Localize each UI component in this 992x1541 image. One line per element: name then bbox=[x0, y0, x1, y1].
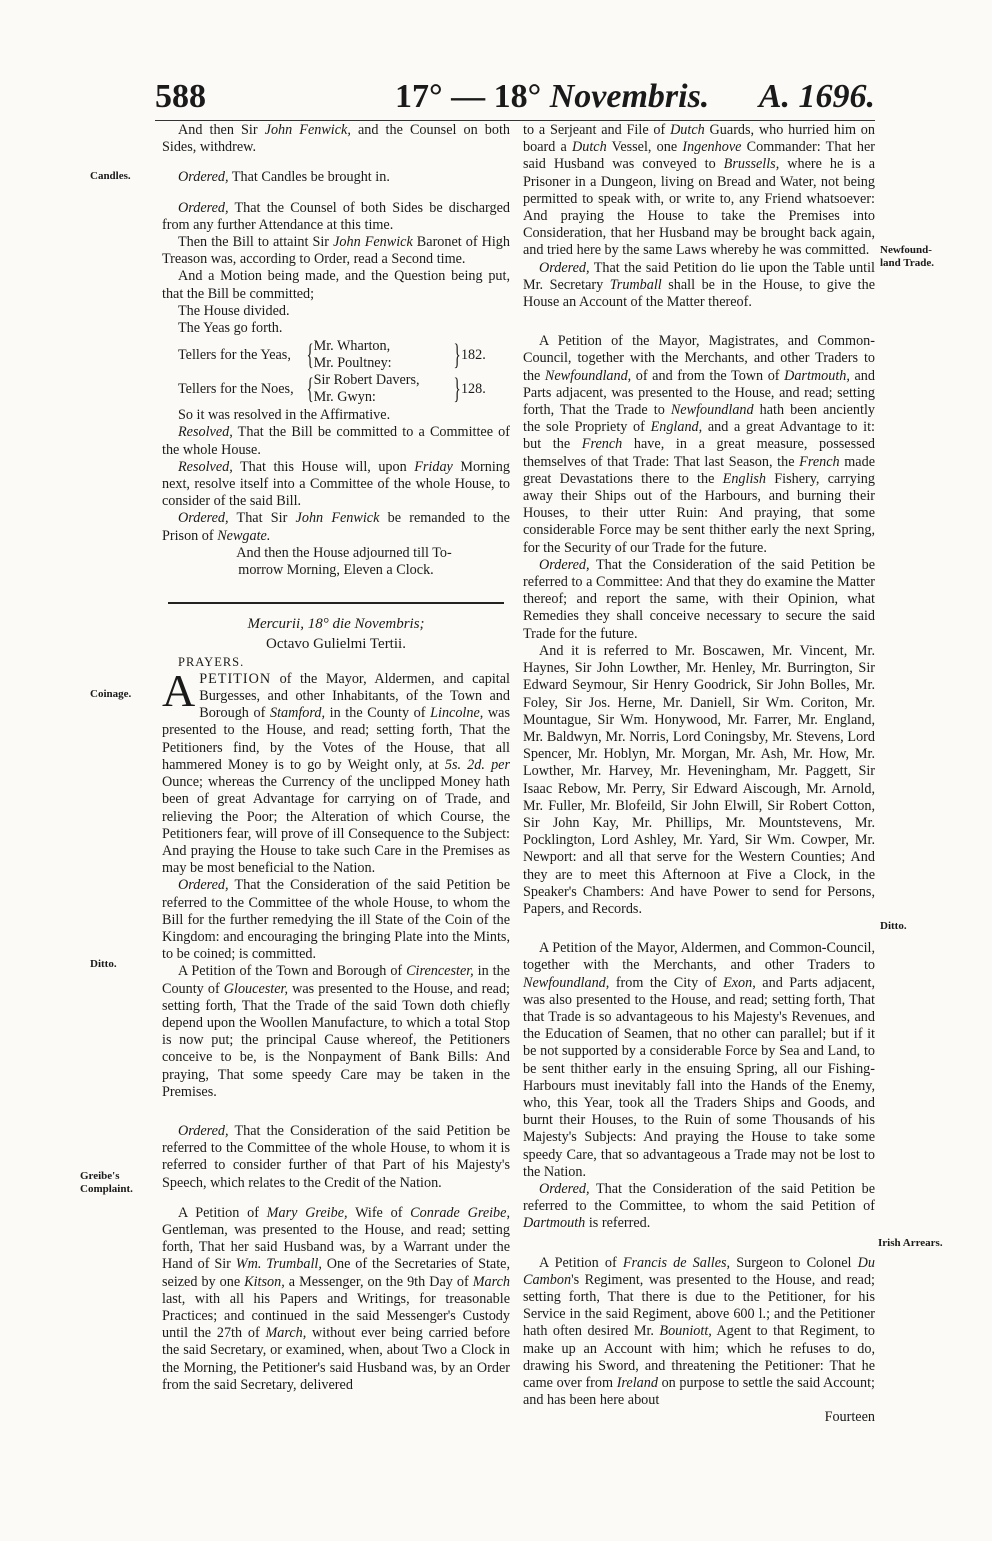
paragraph: The Yeas go forth. bbox=[178, 320, 283, 337]
paragraph: Resolved, That this House will, upon Friday Morning next, resolve itself into a Committee of the whole House, to consider of the said Bill. bbox=[162, 458, 510, 510]
tellers-noes-row: Tellers for the Noes, { Sir Robert Davers, Mr. Gwyn: } 128. bbox=[178, 372, 486, 406]
margin-note-ditto-left: Ditto. bbox=[90, 958, 117, 970]
paragraph: Ordered, That the said Petition do lie upon the Table until Mr. Secretary Trumball shall be in the House, to give the House an Account of the Matter thereof. bbox=[523, 259, 875, 311]
adjournment-note: And then the House adjourned till To-morrow Morning, Eleven a Clock. bbox=[236, 544, 452, 579]
section-divider bbox=[168, 602, 504, 604]
right-column bbox=[523, 122, 875, 1427]
paragraph: Ordered, That the Consideration of the said Petition be referred to a Committee: And that they do examine the Matter thereof; and report the same, with their Opinion, what Remedies they shall conceive necessary to secure the said Trade for the future. bbox=[523, 556, 875, 642]
tellers-yeas-row: Tellers for the Yeas, { Mr. Wharton, Mr. Poultney: } 182. bbox=[178, 338, 486, 372]
paragraph: And a Motion being made, and the Question being put, that the Bill be committed; bbox=[162, 268, 510, 302]
paragraph: Ordered, That the Consideration of the said Petition be referred to the Committee, to whom the said Petition of Dartmouth is referred. bbox=[523, 1180, 875, 1232]
prayers-heading: PRAYERS. bbox=[178, 654, 245, 669]
paragraph: Ordered, That the Counsel of both Sides be discharged from any further Attendance at this time. bbox=[162, 199, 510, 233]
paragraph: A Petition of the Town and Borough of Cirencester, in the County of Gloucester, was presented to the House, and read; setting forth, That the Trade of the said Town doth chiefly depend upon the Woollen Manufacture, to which a total Stop is now put; the principal Cause whereof, the Petitioners conceive to be, is the Nonpayment of Bank Bills: And praying, That some speedy Care may be taken in the Premises. bbox=[162, 963, 510, 1100]
margin-note-irish-arrears: Irish Arrears. bbox=[878, 1237, 943, 1249]
margin-note-greibe: Greibe's Complaint. bbox=[80, 1170, 133, 1195]
brace-icon: } bbox=[453, 372, 461, 406]
brace-icon: { bbox=[306, 372, 314, 406]
header-rule bbox=[155, 120, 875, 121]
drop-cap: A bbox=[162, 664, 196, 716]
catchword: Fourteen bbox=[824, 1409, 875, 1426]
paragraph: So it was resolved in the Affirmative. bbox=[178, 407, 391, 424]
margin-note-coinage: Coinage. bbox=[90, 688, 132, 700]
paragraph: A Petition of the Mayor, Aldermen, and Common-Council, together with the Merchants, and other Traders to Newfoundland, from the City of Exon, and Parts adjacent, was also presented to the House, and read; setting forth, That that Trade is so advantageous to his Majesty's Revenues, and the Education of Seamen, that no other can parallel; but if it be not supported by a considerable Force by Sea and Land, to be sent thither early in the ensuing Spring, all our Fishing-Harbours must inevitably fall into the Hands of the Enemy, who, this Year, took all the Traders Ships and Goods, and burnt their Houses, to the Ruin of some Thousands of his Majesty's Subjects: And praying the House to take some speedy Care, that so advantageous a Trade may not be lost to the Nation. bbox=[523, 940, 875, 1180]
paragraph: The House divided. bbox=[178, 302, 290, 319]
paragraph: Ordered, That the Consideration of the said Petition be referred to the Committee of the whole House, to whom the Bill for the further remedying the ill State of the Coin of the Kingdom: and encouraging the bringing Plate into the Mints, to be coined; is committed. bbox=[162, 877, 510, 963]
tellers-table bbox=[178, 338, 510, 406]
margin-note-newfoundland: Newfound- land Trade. bbox=[880, 244, 934, 269]
paragraph: to a Serjeant and File of Dutch Guards, who hurried him on board a Dutch Vessel, one Ingenhove Commander: That her said Husband was conveyed to Brussells, where he is a Prisoner in a Dungeon, living on Bread and Water, not being permitted to speak with, or write to, any Friend whatsoever: And praying the House to take the Premises into Consideration, that her Husband may be brought back again, and tried here by the same Laws whereby he was committed. bbox=[523, 122, 875, 259]
margin-note-ditto-right: Ditto. bbox=[880, 920, 907, 932]
paragraph: Ordered, That Sir John Fenwick be remanded to the Prison of Newgate. bbox=[162, 510, 510, 544]
brace-icon: } bbox=[453, 338, 461, 372]
paragraph: Then the Bill to attaint Sir John Fenwick Baronet of High Treason was, according to Order, read a Second time. bbox=[162, 234, 510, 268]
regnal-year: Octavo Gulielmi Tertii. bbox=[266, 636, 406, 653]
page-header bbox=[155, 78, 875, 124]
paragraph: A Petition of the Mayor, Magistrates, and Common-Council, together with the Merchants, and other Traders to the Newfoundland, of and from the Town of Dartmouth, and Parts adjacent, was presented to the House, and read; setting forth, That the Trade to Newfoundland hath been anciently the sole Propriety of England, and a great Advantage to it: but the French have, in a great measure, possessed themselves of that Trade: That last Season, the French made great Devastations there to the English Fishery, carrying away their Ships out of the Harbours, and burning their Houses, to their utter Ruin: And praying, that some considerable Force may be sent thither early the next Spring, for the Security of our Trade for the future. bbox=[523, 333, 875, 556]
margin-note-candles: Candles. bbox=[90, 170, 131, 182]
paragraph: A PETITION of the Mayor, Aldermen, and capital Burgesses, and other Inhabitants, of the Town and Borough of Stamford, in the County of Lincolne, was presented to the House, and read; setting forth, That the Petitioners find, by the Votes of the House, that all hammered Money is to go by Weight only, at 5s. 2d. per Ounce; whereas the Currency of the unclipped Money hath been of great Advantage for carrying on of Trade, and relieving the Poor; the Alteration of which Course, the Petitioners fear, will prove of ill Consequence to the Subject: And praying the House to take such Care in the Premises as may be most beneficial to the Nation. bbox=[162, 664, 510, 877]
page-number: 588 bbox=[155, 78, 206, 115]
day-heading: Mercurii, 18° die Novembris; bbox=[247, 616, 425, 633]
paragraph: And then Sir John Fenwick, and the Counsel on both Sides, withdrew. bbox=[162, 122, 511, 156]
paragraph: A Petition of Mary Greibe, Wife of Conrade Greibe, Gentleman, was presented to the House, and read; setting forth, That her said Husband was, by a Warrant under the Hand of Sir Wm. Trumball, One of the Secretaries of State, seized by one Kitson, a Messenger, on the 9th Day of March last, with all his Papers and Writings, for treasonable Practices; and continued in the said Messenger's Custody until the 27th of March, without ever being carried before the said Secretary, or examined, when, about Two a Clock in the Morning, the Petitioner's said Husband was, by an Order from the said Secretary, delivered bbox=[162, 1204, 510, 1393]
brace-icon: { bbox=[306, 338, 314, 372]
paragraph: Resolved, That the Bill be committed to a Committee of the whole House. bbox=[162, 424, 510, 458]
header-year: A. 1696. bbox=[758, 78, 875, 115]
committee-list: And it is referred to Mr. Boscawen, Mr. Vincent, Mr. Haynes, Sir John Lowther, Mr. Henley, Mr. Burrington, Sir Edward Seymour, Sir Henry Goodrick, Sir John Bolles, Mr. Foley, Sir Jos. Herne, Mr. Daniell, Sir Wm. Coriton, Mr. Mountague, Sir Wm. Honywood, Mr. Farrer, Mr. England, Mr. Baldwyn, Mr. Norris, Lord Coningsby, Mr. Stevens, Lord Spencer, Mr. Hoblyn, Mr. Morgan, Mr. Ash, Mr. How, Mr. Lowther, Mr. Harvey, Mr. Heveningham, Mr. Paggett, Sir Isaac Rebow, Mr. Perry, Sir Edward Aiscough, Mr. Arnold, Mr. Fuller, Mr. Blofeild, Sir John Elwill, Sir Robert Cotton, Sir John Kay, Mr. Phillips, Mr. Mountstevens, Mr. Pocklington, Lord Ashley, Mr. Yard, Sir Wm. Cowper, Mr. Newport: and all that serve for the Western Counties; And they are to meet this Afternoon at Five a Clock, in the Speaker's Chambers: And have Power to send for Persons, Papers, and Records. bbox=[523, 642, 875, 917]
paragraph: Ordered, That Candles be brought in. bbox=[178, 169, 390, 186]
paragraph: Ordered, That the Consideration of the said Petition be referred to the Committee of the whole House, to whom it is referred to consider further of that Part of his Majesty's Speech, which relates to the Credit of the Nation. bbox=[162, 1122, 510, 1191]
paragraph: A Petition of Francis de Salles, Surgeon to Colonel Du Cambon's Regiment, was presented to the House, and read; setting forth, That there is due to the Petitioner, for his Service in the said Regiment, above 600 l.; and the Petitioner hath often desired Mr. Bouniott, Agent to that Regiment, to make up an Account with him; which he refuses to do, drawing his Sword, and threatening the Petitioner: That he came over from Ireland on purpose to settle the said Account; and has been here about bbox=[523, 1254, 875, 1409]
header-date: 17° — 18° Novembris. bbox=[395, 78, 710, 115]
left-column bbox=[162, 122, 510, 1394]
